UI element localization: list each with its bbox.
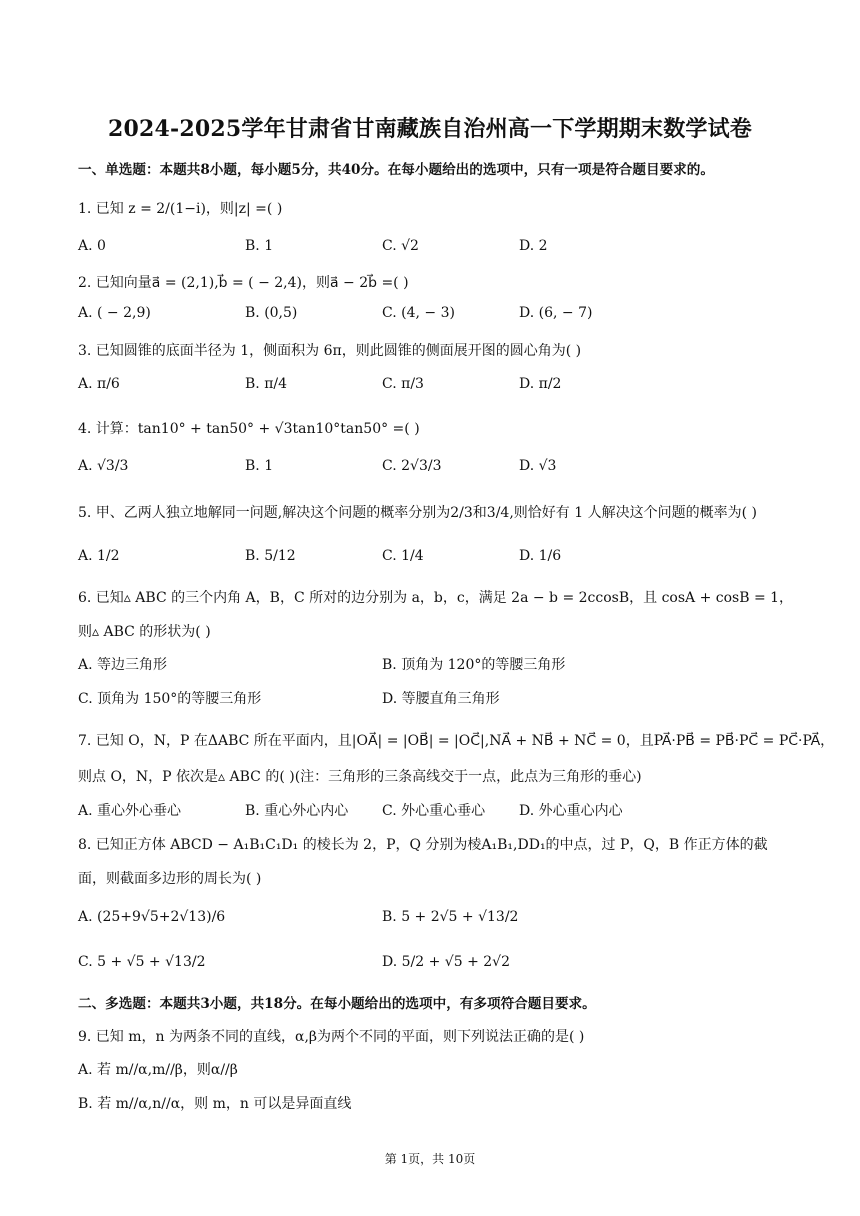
q1-option-c: C. √2 — [382, 238, 419, 254]
q6-option-c: C. 顶角为 150°的等腰三角形 — [78, 691, 262, 707]
q6-option-b: B. 顶角为 120°的等腰三角形 — [382, 657, 566, 673]
question-1-stem: 1. 已知 z = 2/(1−i)，则|z| =( ) — [78, 201, 283, 217]
q8-option-c: C. 5 + √5 + √13/2 — [78, 954, 206, 970]
page-footer: 第 1页，共 10页 — [384, 1152, 476, 1166]
q4-option-b: B. 1 — [245, 458, 274, 474]
q2-option-d: D. (6, − 7) — [519, 305, 593, 321]
q7-option-b: B. 重心外心内心 — [245, 803, 349, 819]
q7-option-c: C. 外心重心垂心 — [382, 803, 486, 819]
q1-option-a: A. 0 — [78, 238, 106, 254]
q8-option-b: B. 5 + 2√5 + √13/2 — [382, 909, 519, 925]
q2-option-b: B. (0,5) — [245, 305, 298, 321]
q9-option-b: B. 若 m//α,n//α，则 m，n 可以是异面直线 — [78, 1096, 352, 1112]
section-multiple-choice: 二、多选题：本题共3小题，共18分。在每小题给出的选项中，有多项符合题目要求。 — [78, 996, 596, 1012]
q3-option-c: C. π/3 — [382, 376, 424, 392]
question-8-stem-line1: 8. 已知正方体 ABCD − A₁B₁C₁D₁ 的棱长为 2，P，Q 分别为棱A₁B₁,DD₁的中点，过 P，Q，B 作正方体的截 — [78, 837, 768, 853]
q1-option-d: D. 2 — [519, 238, 548, 254]
q7-option-d: D. 外心重心内心 — [519, 803, 623, 819]
q6-option-a: A. 等边三角形 — [78, 657, 168, 673]
q5-option-a: A. 1/2 — [78, 548, 120, 564]
question-3-stem: 3. 已知圆锥的底面半径为 1，侧面积为 6π，则此圆锥的侧面展开图的圆心角为( ) — [78, 343, 582, 359]
q2-option-c: C. (4, − 3) — [382, 305, 455, 321]
q3-option-b: B. π/4 — [245, 376, 288, 392]
q4-option-d: D. √3 — [519, 458, 557, 474]
question-6-stem-line1: 6. 已知▵ ABC 的三个内角 A，B，C 所对的边分别为 a，b，c，满足 2a − b = 2ccosB，且 cosA + cosB = 1， — [78, 590, 794, 606]
q4-option-a: A. √3/3 — [78, 458, 129, 474]
section-single-choice: 一、单选题：本题共8小题，每小题5分，共40分。在每小题给出的选项中，只有一项是符合题目要求的。 — [78, 162, 714, 178]
q8-option-d: D. 5/2 + √5 + 2√2 — [382, 954, 510, 970]
q6-option-d: D. 等腰直角三角形 — [382, 691, 500, 707]
question-8-stem-line2: 面，则截面多边形的周长为( ) — [78, 871, 262, 887]
q5-option-d: D. 1/6 — [519, 548, 562, 564]
q3-option-a: A. π/6 — [78, 376, 120, 392]
q5-option-c: C. 1/4 — [382, 548, 424, 564]
q4-option-c: C. 2√3/3 — [382, 458, 442, 474]
question-7-stem-line1: 7. 已知 O，N，P 在ΔABC 所在平面内，且|OA⃗| = |OB⃗| = |OC⃗|,NA⃗ + NB⃗ + NC⃗ = 0，且PA⃗·PB⃗ = PB⃗·PC⃗ = PC⃗·PA⃗， — [78, 733, 835, 749]
page-title: 2024-2025学年甘肃省甘南藏族自治州高一下学期期末数学试卷 — [108, 116, 752, 142]
q8-option-a: A. (25+9√5+2√13)/6 — [78, 909, 226, 925]
question-4-stem: 4. 计算：tan10° + tan50° + √3tan10°tan50° =( ) — [78, 421, 420, 437]
question-2-stem: 2. 已知向量a⃗ = (2,1),b⃗ = ( − 2,4)，则a⃗ − 2b⃗ =( ) — [78, 275, 409, 291]
question-9-stem: 9. 已知 m，n 为两条不同的直线，α,β为两个不同的平面，则下列说法正确的是( ) — [78, 1029, 585, 1045]
question-6-stem-line2: 则▵ ABC 的形状为( ) — [78, 624, 211, 640]
q1-option-b: B. 1 — [245, 238, 274, 254]
q9-option-a: A. 若 m//α,m//β，则α//β — [78, 1062, 238, 1078]
q5-option-b: B. 5/12 — [245, 548, 296, 564]
question-5-stem: 5. 甲、乙两人独立地解同一问题,解决这个问题的概率分别为2/3和3/4,则恰好有 1 人解决这个问题的概率为( ) — [78, 505, 757, 521]
q3-option-d: D. π/2 — [519, 376, 562, 392]
q7-option-a: A. 重心外心垂心 — [78, 803, 182, 819]
q2-option-a: A. ( − 2,9) — [78, 305, 151, 321]
question-7-stem-line2: 则点 O，N，P 依次是▵ ABC 的( )(注：三角形的三条高线交于一点，此点为三角形的垂心) — [78, 769, 642, 785]
